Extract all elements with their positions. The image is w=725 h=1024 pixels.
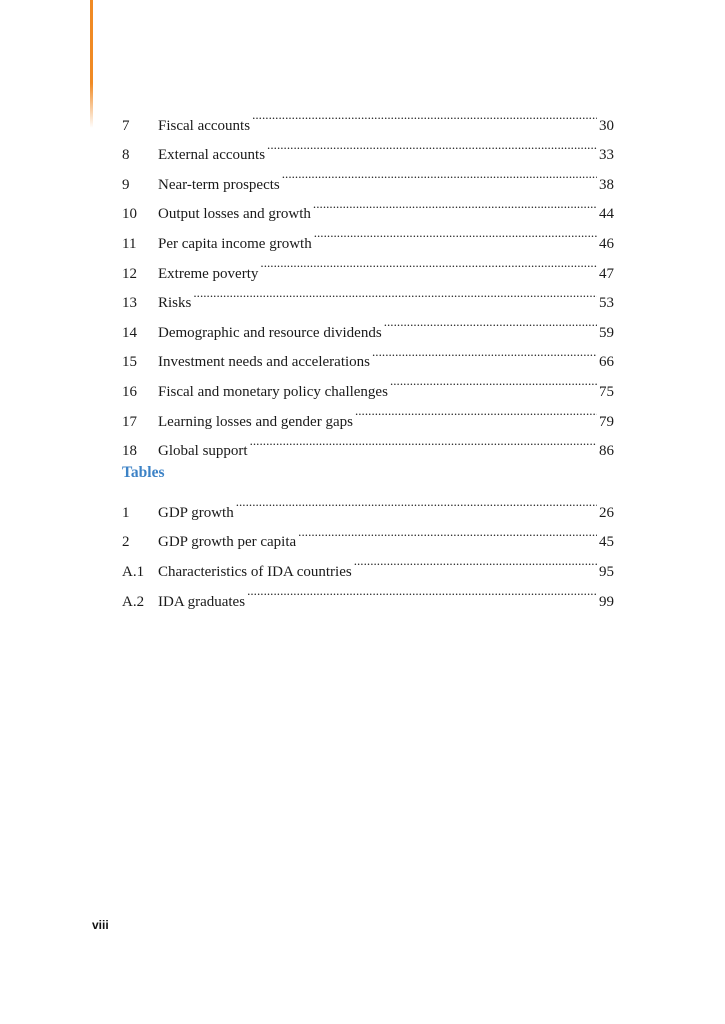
entry-page: 44 <box>599 206 614 223</box>
entry-page: 66 <box>599 354 614 371</box>
entry-number: 1 <box>122 504 130 521</box>
entry-number: 16 <box>122 383 137 400</box>
entry-page: 59 <box>599 324 614 341</box>
dot-leader <box>390 366 597 396</box>
page-folio: viii <box>92 918 109 932</box>
entry-number: 10 <box>122 206 137 223</box>
toc-entry[interactable] <box>122 278 614 312</box>
tables-heading: Tables <box>122 464 165 482</box>
entry-page: 95 <box>599 563 614 580</box>
dot-leader <box>384 307 597 337</box>
entry-title: External accounts <box>158 147 266 164</box>
dot-leader <box>267 130 597 160</box>
entry-title: Demographic and resource dividends <box>158 324 382 341</box>
dot-leader <box>250 426 597 456</box>
figures-list <box>122 100 614 460</box>
dot-leader <box>355 396 597 426</box>
entry-title: Global support <box>158 443 248 460</box>
entry-page: 86 <box>599 443 614 460</box>
table-of-contents <box>122 100 614 610</box>
entry-title: IDA graduates <box>158 593 246 610</box>
entry-number: 2 <box>122 534 130 551</box>
toc-entry[interactable] <box>122 100 614 134</box>
entry-number: 17 <box>122 413 137 430</box>
entry-page: 75 <box>599 383 614 400</box>
entry-title: Risks <box>158 295 192 312</box>
entry-page: 38 <box>599 176 614 193</box>
dot-leader <box>298 517 597 547</box>
dot-leader <box>314 218 597 248</box>
tables-list <box>122 487 614 610</box>
entry-title: Characteristics of IDA countries <box>158 563 352 580</box>
entry-page: 79 <box>599 413 614 430</box>
dot-leader <box>236 487 597 517</box>
entry-page: 47 <box>599 265 614 282</box>
entry-number: A.2 <box>122 593 145 610</box>
entry-page: 99 <box>599 593 614 610</box>
entry-number: 18 <box>122 443 137 460</box>
dot-leader <box>282 159 597 189</box>
entry-number: 12 <box>122 265 137 282</box>
entry-page: 46 <box>599 235 614 252</box>
entry-number: 13 <box>122 295 137 312</box>
entry-title: GDP growth per capita <box>158 534 297 551</box>
entry-title: Extreme poverty <box>158 265 259 282</box>
entry-title: Fiscal and monetary policy challenges <box>158 383 388 400</box>
entry-number: 14 <box>122 324 137 341</box>
entry-page: 33 <box>599 147 614 164</box>
entry-title: Investment needs and accelerations <box>158 354 370 371</box>
dot-leader <box>252 100 597 130</box>
toc-entry[interactable] <box>122 307 614 341</box>
entry-number: 7 <box>122 117 130 134</box>
entry-page: 45 <box>599 534 614 551</box>
toc-entry[interactable] <box>122 487 614 521</box>
dot-leader <box>260 248 597 278</box>
entry-title: Near-term prospects <box>158 176 280 193</box>
dot-leader <box>354 546 597 576</box>
accent-bar <box>90 0 93 128</box>
entry-title: Output losses and growth <box>158 206 311 223</box>
entry-title: Fiscal accounts <box>158 117 251 134</box>
entry-number: 11 <box>122 235 137 252</box>
entry-title: Per capita income growth <box>158 235 312 252</box>
entry-number: 8 <box>122 147 130 164</box>
entry-number: A.1 <box>122 563 145 580</box>
dot-leader <box>372 337 597 367</box>
entry-page: 53 <box>599 295 614 312</box>
entry-page: 26 <box>599 504 614 521</box>
entry-page: 30 <box>599 117 614 134</box>
dot-leader <box>193 278 597 308</box>
entry-title: GDP growth <box>158 504 234 521</box>
dot-leader <box>313 189 597 219</box>
entry-title: Learning losses and gender gaps <box>158 413 353 430</box>
dot-leader <box>247 576 597 606</box>
entry-number: 15 <box>122 354 137 371</box>
entry-number: 9 <box>122 176 130 193</box>
